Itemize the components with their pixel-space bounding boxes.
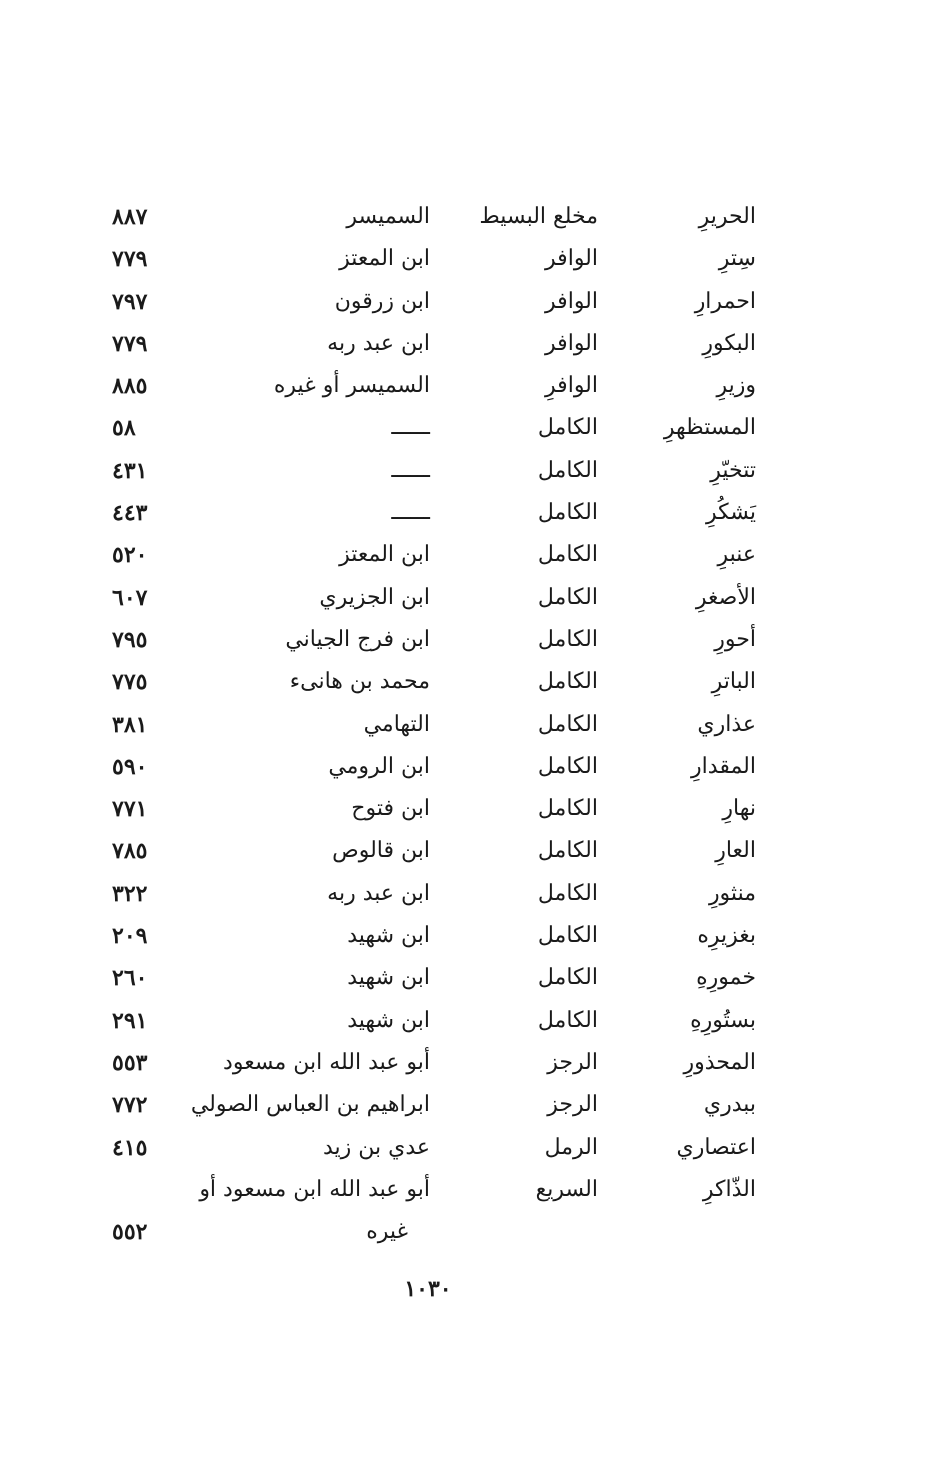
page-reference: ٨٨٥ [112,373,148,400]
page-reference: ٧٨٥ [112,838,148,865]
index-row [0,323,944,365]
rhyme-word: المحذورِ [683,1049,756,1075]
index-row [0,534,944,576]
meter-name: الكامل [537,1007,598,1033]
meter-name: الرمل [544,1134,598,1160]
meter-name: مخلع البسيط [479,204,598,229]
meter-name: الوافر [545,330,598,356]
rhyme-word: المستظهرِ [663,415,756,441]
index-row [0,407,944,449]
rhyme-word: اعتصاري [676,1134,756,1160]
poet-name: ابن قالوص [332,838,430,864]
index-row [0,1169,944,1211]
meter-name: الكامل [537,542,598,568]
index-row [0,619,944,661]
index-row [0,873,944,915]
page-reference: ٧٧٩ [112,330,148,357]
poet-name: ابن عبد ربه [327,880,430,906]
poet-name: ابراهيم بن العباس الصولي [190,1092,430,1118]
page-reference: ٤١٥ [112,1134,148,1161]
index-row [0,365,944,407]
rhyme-word: الحريرِ [698,204,756,229]
poet-name: السميسر [346,204,430,229]
poet-name: ابن شهيد [347,965,430,991]
rhyme-word: الذّاكرِ [702,1176,756,1202]
index-row [0,1000,944,1042]
meter-name: الكامل [537,711,598,737]
rhyme-word: احمرارِ [694,288,756,314]
rhyme-index-table [0,196,944,1253]
poet-name: ابن فرج الجياني [285,626,430,652]
page-reference: ٨٨٧ [112,204,148,230]
page-reference: ٢٩١ [112,1007,148,1034]
index-row [0,450,944,492]
rhyme-word: عنبرِ [717,542,756,568]
meter-name: الكامل [537,669,598,695]
rhyme-word: نهارِ [722,796,756,822]
poet-name: ابن شهيد [347,923,430,949]
meter-name: الوافرِ [545,373,598,399]
page-reference: ٥٩٠ [112,753,148,780]
meter-name: الكامل [537,796,598,822]
rhyme-word: العارِ [715,838,756,864]
poet-name: محمد بن هانىء [289,669,430,695]
poet-name: عدي بن زيد [322,1134,430,1160]
page-reference: ٢٠٩ [112,923,148,950]
rhyme-word: بستُورِهِ [690,1007,756,1033]
rhyme-word: عذاري [697,711,756,737]
rhyme-word: البكورِ [702,330,756,356]
meter-name: الرجز [547,1092,598,1118]
index-row [0,1127,944,1169]
page-reference: ٢٦٠ [112,965,148,992]
poet-name: ابن فتوح [351,796,430,822]
page-number: ١٠٣٠ [404,1276,452,1302]
meter-name: الكامل [537,415,598,441]
poet-name: السميسر أو غيره [273,373,430,399]
poet-name: التهامي [363,711,430,737]
poet-name: ابن الجزيري [319,584,430,610]
page-reference: ٧٧٥ [112,669,148,696]
poet-name: ابن زرقون [334,288,430,314]
rhyme-word: وزيرِ [716,373,756,399]
page-reference: ٥٨ [112,415,136,442]
index-row [0,915,944,957]
meter-name: الرجز [547,1049,598,1075]
index-row [0,704,944,746]
poet-name: ــــــ [391,457,430,483]
index-row [0,492,944,534]
rhyme-word: منثورِ [708,880,756,906]
poet-name: ابن المعتز [339,542,430,568]
meter-name: الكامل [537,457,598,483]
page-reference: ٥٥٣ [112,1049,148,1076]
rhyme-word: يَشكُرِ [705,500,756,526]
rhyme-word: تتخيّرِ [710,457,756,483]
page-reference: ٤٤٣ [112,500,148,527]
page-reference: ٤٣١ [112,457,148,484]
rhyme-word: الباترِ [711,669,756,695]
meter-name: الكامل [537,965,598,991]
index-row [0,577,944,619]
poet-name: ابن الرومي [328,753,430,779]
meter-name: الوافر [545,246,598,272]
poet-name: ابن شهيد [347,1007,430,1033]
poet-name: ــــــ [391,500,430,526]
poet-name: غيره [366,1219,408,1245]
meter-name: الكامل [537,880,598,906]
page-reference: ٧٧٩ [112,246,148,273]
meter-name: الكامل [537,838,598,864]
rhyme-word: سِترِ [718,246,756,272]
meter-name: الكامل [537,626,598,652]
meter-name: الكامل [537,584,598,610]
rhyme-word: ببدري [703,1092,756,1118]
poet-name: ابن عبد ربه [327,330,430,356]
index-row [0,1084,944,1126]
rhyme-word: بغزيرِه [697,923,756,949]
page-reference: ٣٨١ [112,711,148,738]
page-reference: ٦٠٧ [112,584,148,611]
index-row [0,746,944,788]
page-reference: ٧٩٧ [112,288,148,315]
rhyme-word: أحورِ [714,626,756,652]
page-reference: ٧٩٥ [112,626,148,653]
poet-name: ــــــ [391,415,430,441]
meter-name: الكامل [537,753,598,779]
meter-name: الكامل [537,923,598,949]
index-row [0,788,944,830]
page-reference: ٣٢٢ [112,880,148,907]
page-reference: ٧٧٢ [112,1092,148,1119]
poet-name: ابن المعتز [339,246,430,272]
page-reference: ٧٧١ [112,796,148,823]
index-row [0,238,944,280]
poet-name: أبو عبد الله ابن مسعود [223,1049,430,1075]
index-row [0,830,944,872]
index-row [0,281,944,323]
meter-name: الوافر [545,288,598,314]
index-row [0,1042,944,1084]
rhyme-word: الأصغرِ [695,584,756,610]
page-reference: ٥٥٢ [112,1219,148,1246]
rhyme-word: خمورِهِ [696,965,756,991]
rhyme-word: المقدارِ [691,753,756,779]
index-row [0,957,944,999]
poet-name: أبو عبد الله ابن مسعود أو [199,1176,430,1202]
page-reference: ٥٢٠ [112,542,148,569]
meter-name: الكامل [537,500,598,526]
index-row [0,196,944,238]
index-row [0,661,944,703]
meter-name: السريع [535,1176,598,1202]
index-row-continuation [0,1211,944,1253]
